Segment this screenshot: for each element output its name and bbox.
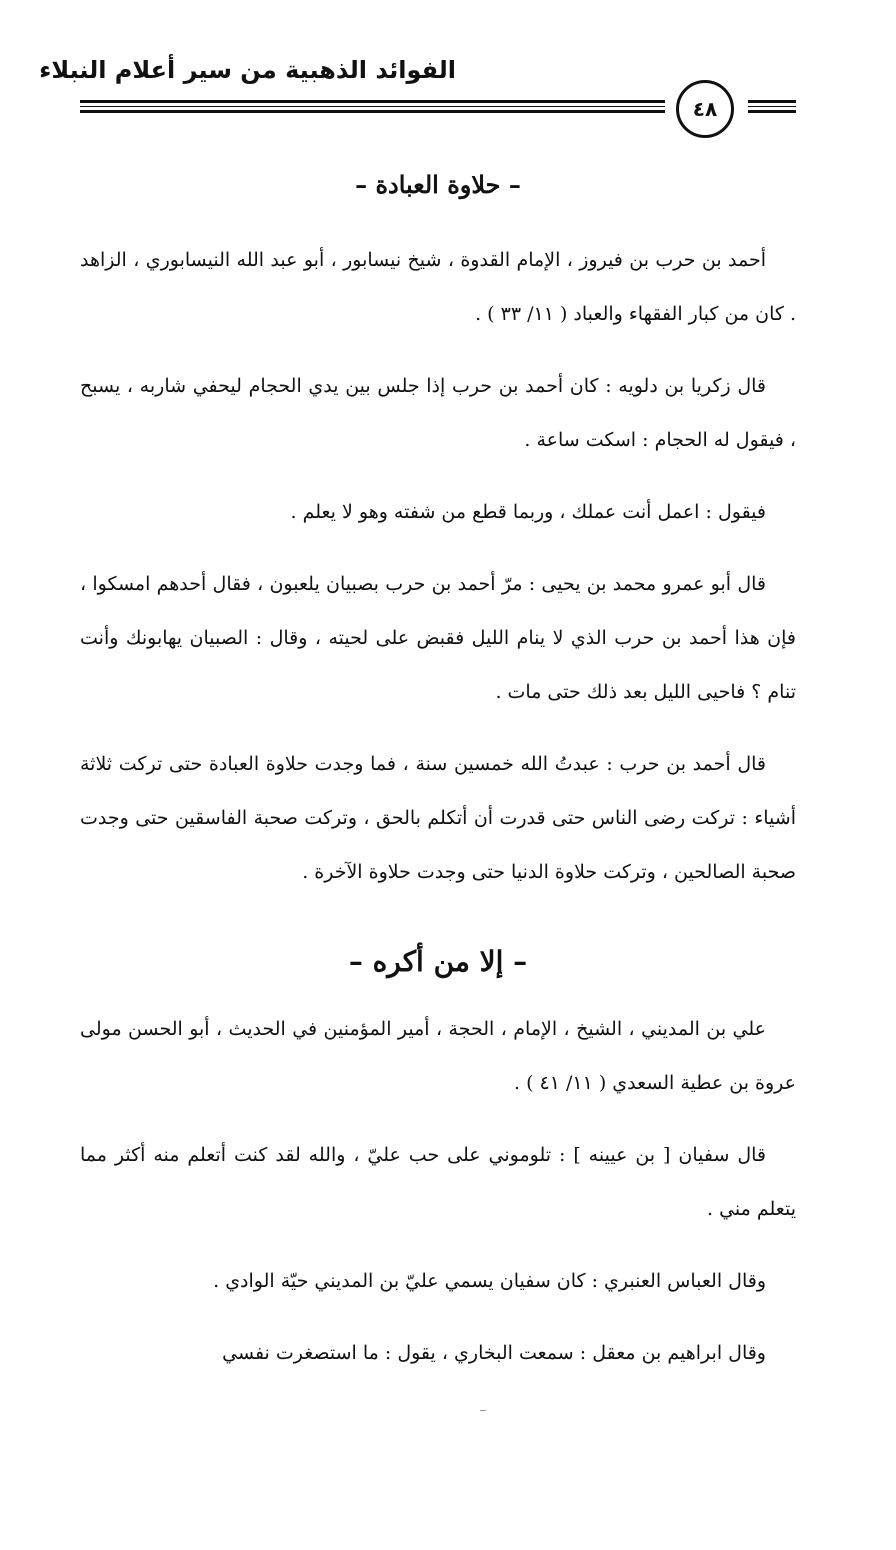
header-rule bbox=[80, 106, 665, 107]
paragraph: وقال ابراهيم بن معقل : سمعت البخاري ، يقول : ما استصغرت نفسي bbox=[222, 1342, 766, 1364]
paragraph: قال زكريا بن دلويه : كان أحمد بن حرب إذا جلس بين يدي الحجام ليحفي شاربه ، يسبح ، فيقول له الحجام : اسكت ساعة . bbox=[80, 375, 796, 451]
page-body bbox=[80, 160, 796, 1398]
page-speck bbox=[480, 1410, 486, 1411]
paragraph: وقال العباس العنبري : كان سفيان يسمي عليّ بن المديني حيّة الوادي . bbox=[213, 1270, 766, 1292]
paragraph: قال أحمد بن حرب : عبدتُ الله خمسين سنة ، فما وجدت حلاوة العبادة حتى تركت ثلاثة أشياء : تركت رضى الناس حتى قدرت أن أتكلم بالحق ، وتركت صحبة الفاسقين حتى وجدت صحبة الصالحين ، وتركت حلاوة الدنيا حتى وجدت حلاوة الآخرة . bbox=[80, 753, 796, 883]
header-rule bbox=[748, 100, 796, 103]
header-rule bbox=[80, 100, 665, 103]
header-rule bbox=[80, 110, 665, 113]
paragraph: قال أبو عمرو محمد بن يحيى : مرّ أحمد بن حرب بصبيان يلعبون ، فقال أحدهم امسكوا ، فإن هذا أحمد بن حرب الذي لا ينام الليل فقبض على لحيته ، وقال : الصبيان يهابونك وأنت تنام ؟ فاحيى الليل بعد ذلك حتى مات . bbox=[80, 573, 796, 703]
page-number: ٤٨ bbox=[676, 80, 734, 138]
running-title: الفوائد الذهبية من سير أعلام النبلاء bbox=[39, 56, 456, 84]
section-heading: – إلا من أكره – bbox=[348, 945, 528, 978]
paragraph: قال سفيان [ بن عيينه ] : تلوموني على حب عليّ ، والله لقد كنت أتعلم منه أكثر مما يتعلم مني . bbox=[80, 1144, 796, 1220]
paragraph: فيقول : اعمل أنت عملك ، وربما قطع من شفته وهو لا يعلم . bbox=[290, 501, 766, 523]
paragraph: أحمد بن حرب بن فيروز ، الإمام القدوة ، شيخ نيسابور ، أبو عبد الله النيسابوري ، الزاهد . كان من كبار الفقهاء والعباد ( ١١/ ٣٣ ) . bbox=[80, 249, 796, 325]
header-rule bbox=[748, 110, 796, 113]
section-heading: – حلاوة العبادة – bbox=[355, 170, 521, 199]
header-rule bbox=[748, 106, 796, 107]
paragraph: علي بن المديني ، الشيخ ، الإمام ، الحجة ، أمير المؤمنين في الحديث ، أبو الحسن مولى عروة بن عطية السعدي ( ١١/ ٤١ ) . bbox=[80, 1018, 796, 1094]
